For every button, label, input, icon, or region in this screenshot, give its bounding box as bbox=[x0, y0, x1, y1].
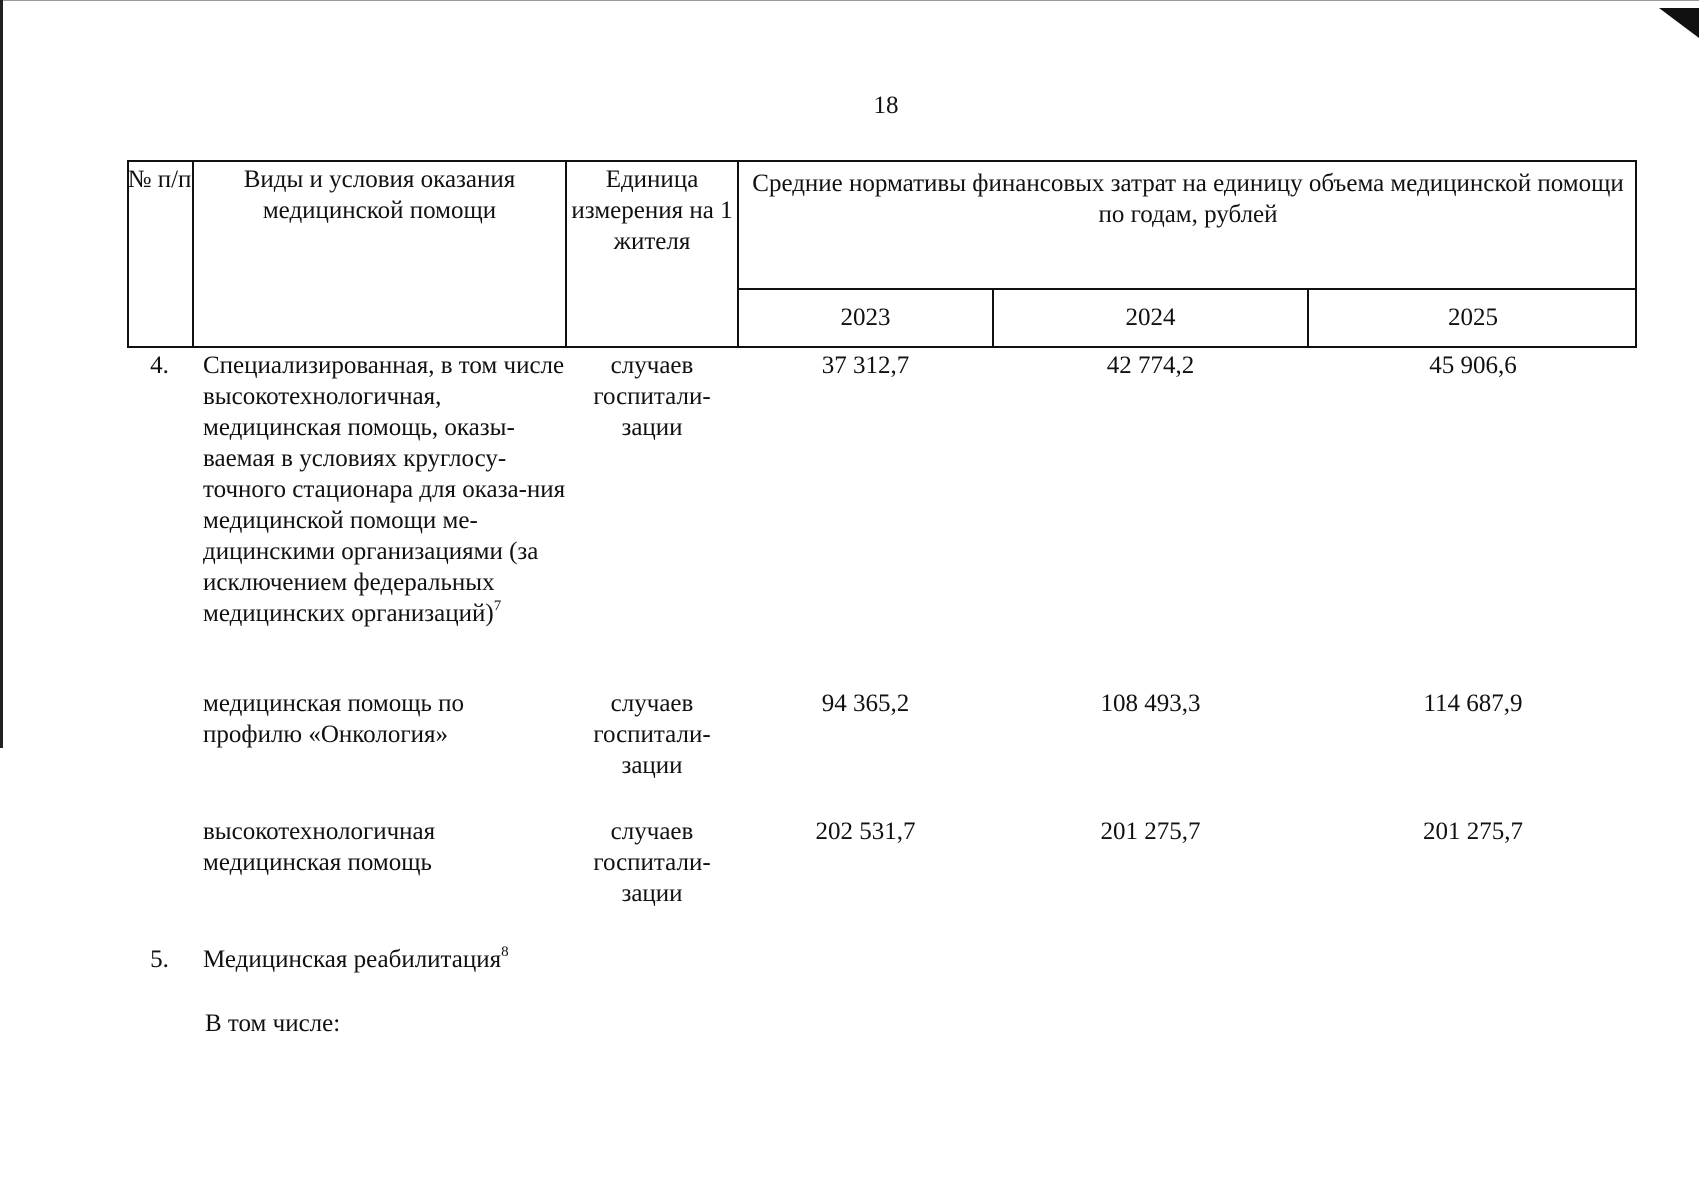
row-value-2025: 201 275,7 bbox=[1423, 818, 1523, 845]
row-value-2023: 37 312,7 bbox=[821, 352, 910, 379]
header-cost: Средние нормативы финансовых затрат на единицу объема медицинской помощи по годам, рублей bbox=[752, 170, 1624, 228]
row-number: 5. bbox=[150, 946, 169, 973]
row-description: высокотехнологичная медицинская помощь bbox=[203, 818, 436, 876]
header-num: № п/п bbox=[127, 166, 192, 193]
row-number: 4. bbox=[150, 352, 169, 379]
row-value-2023: 202 531,7 bbox=[815, 818, 916, 845]
row-description: Медицинская реабилитация$^8$ bbox=[203, 944, 509, 973]
row-description: медицинская помощь по профилю «Онкология» bbox=[203, 690, 465, 748]
row-description: Специализированная, в том числе высокотехнологичная, медицинская помощь, оказы-ваемая в условиях круглосу-точного стационара для оказа-ния медицинской помощи ме-дицинскими организациями (за исключением федеральных медицинских организаций)$^7$ bbox=[203, 352, 566, 627]
row-unit: случаев госпитали-зации bbox=[593, 818, 711, 907]
footnote-marker: 7 bbox=[493, 598, 502, 614]
row-unit: случаев госпитали-зации bbox=[593, 690, 711, 779]
header-type: Виды и условия оказания медицинской помощи bbox=[243, 166, 516, 224]
header-divider bbox=[737, 288, 1637, 290]
row-value-2023: 94 365,2 bbox=[821, 690, 910, 717]
row-value-2024: 42 774,2 bbox=[1106, 352, 1195, 379]
scan-corner-mark bbox=[1659, 8, 1699, 38]
row-value-2024: 108 493,3 bbox=[1100, 690, 1201, 717]
page-number: 18 bbox=[873, 92, 899, 119]
row-value-2025: 114 687,9 bbox=[1423, 690, 1523, 717]
footnote-marker: 8 bbox=[501, 944, 509, 960]
including-label: В том числе: bbox=[205, 1010, 341, 1037]
header-divider bbox=[192, 160, 194, 348]
header-year: 2024 bbox=[1125, 304, 1176, 331]
header-year: 2025 bbox=[1448, 304, 1498, 331]
row-value-2024: 201 275,7 bbox=[1100, 818, 1201, 845]
header-year: 2023 bbox=[840, 304, 891, 331]
scan-edge-top bbox=[0, 0, 1699, 1]
header-unit: Единица измерения на 1 жителя bbox=[571, 166, 733, 255]
row-value-2025: 45 906,6 bbox=[1429, 352, 1517, 379]
row-unit: случаев госпитали-зации bbox=[593, 352, 711, 441]
